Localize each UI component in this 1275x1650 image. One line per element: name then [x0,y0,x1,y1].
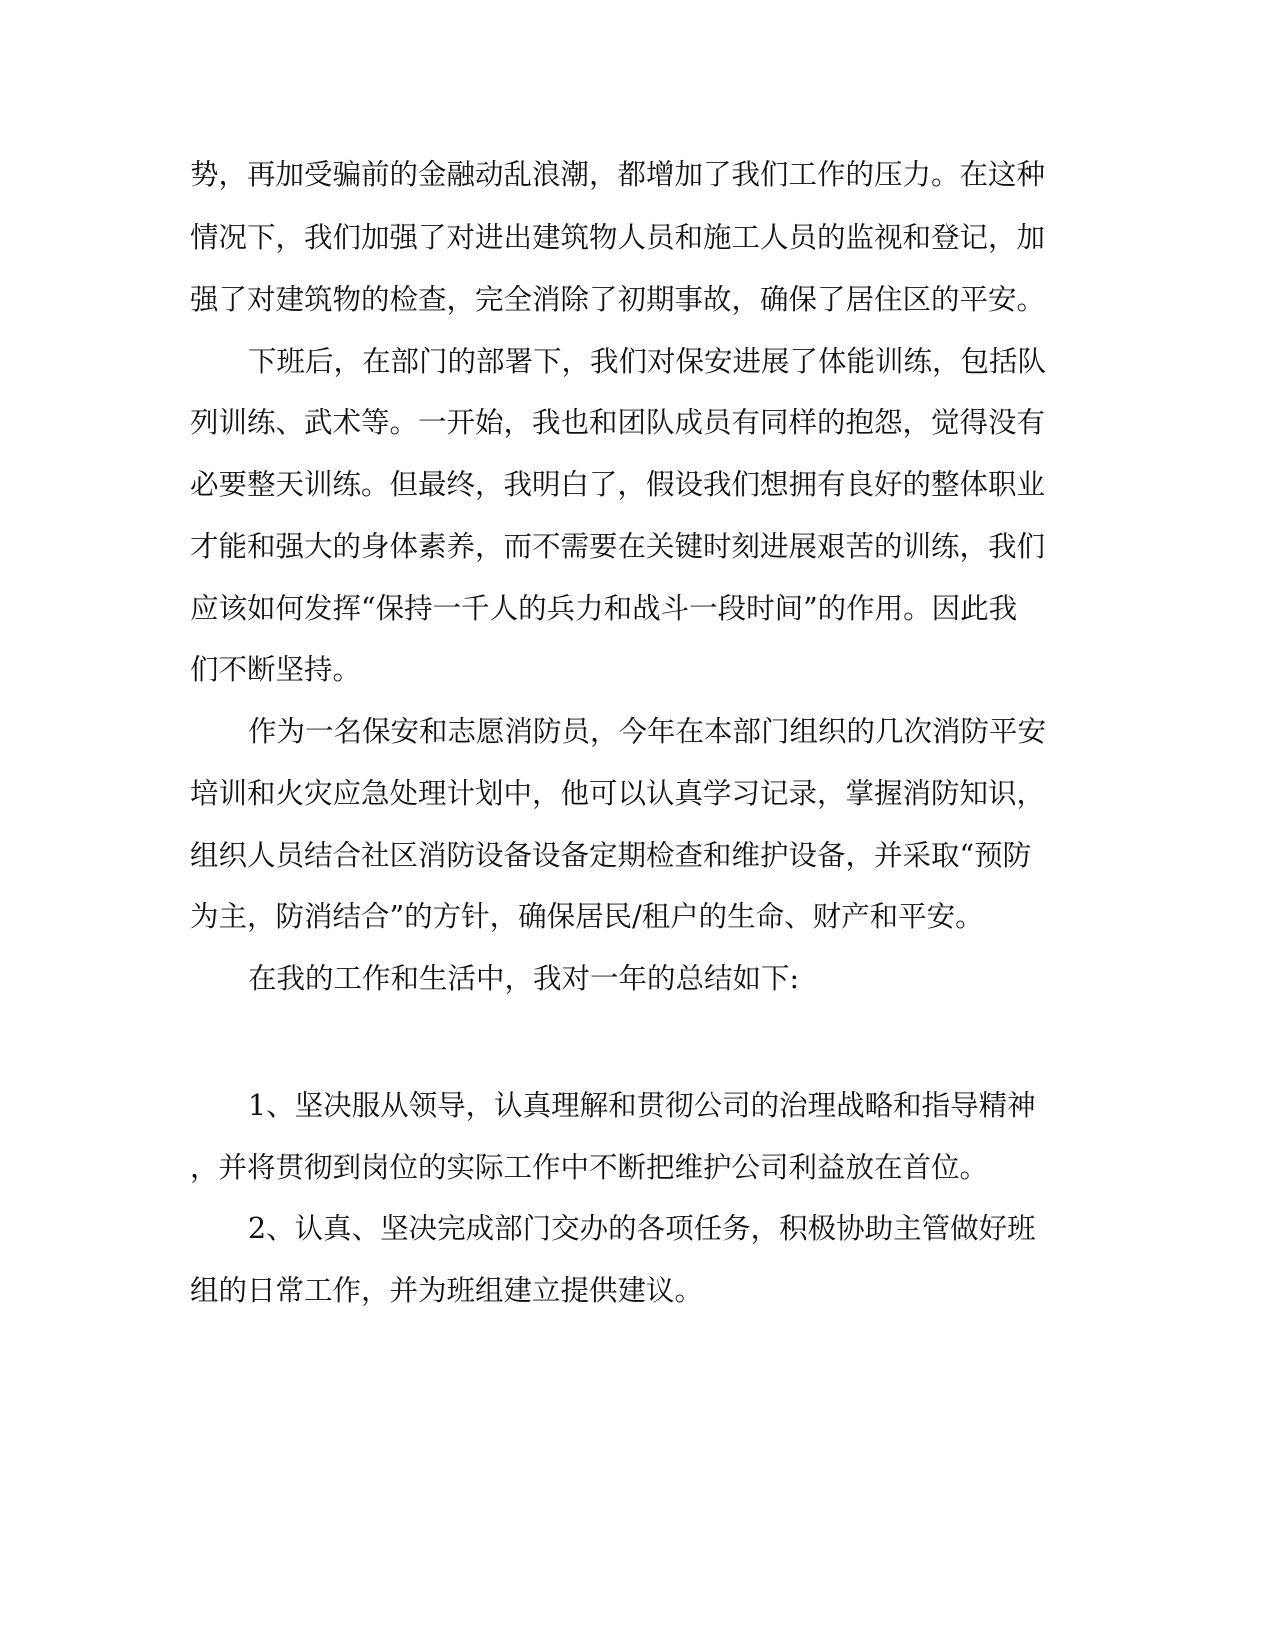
text-line: 们不断坚持。 [190,653,362,686]
text-line: 组织人员结合社区消防设备设备定期检查和维护设备，并采取“预防 [190,839,1032,872]
list-item-line: 1、坚决服从领导，认真理解和贯彻公司的治理战略和指导精神 [248,1089,1036,1122]
text-line: 情况下，我们加强了对进出建筑物人员和施工人员的监视和登记，加 [190,221,1046,254]
text-line: 下班后，在部门的部署下，我们对保安进展了体能训练，包括队 [248,345,1047,378]
list-item-line: ，并将贯彻到岗位的实际工作中不断把维护公司利益放在首位。 [190,1151,989,1184]
text-line: 才能和强大的身体素养，而不需要在关键时刻进展艰苦的训练，我们 [190,530,1046,563]
text-line: 作为一名保安和志愿消防员，今年在本部门组织的几次消防平安 [248,715,1047,748]
text-line: 列训练、武术等。一开始，我也和团队成员有同样的抱怨，觉得没有 [190,406,1046,439]
list-item-line: 2、认真、坚决完成部门交办的各项任务，积极协助主管做好班 [248,1212,1036,1245]
text-line: 必要整天训练。但最终，我明白了，假设我们想拥有良好的整体职业 [190,468,1046,501]
text-line: 培训和火灾应急处理计划中，他可以认真学习记录，掌握消防知识， [190,777,1046,810]
text-line: 在我的工作和生活中，我对一年的总结如下: [248,962,800,995]
text-line: 应该如何发挥“保持一千人的兵力和战斗一段时间”的作用。因此我 [190,592,1018,625]
list-item-line: 组的日常工作，并为班组建立提供建议。 [190,1274,704,1307]
text-line: 强了对建筑物的检查，完全消除了初期事故，确保了居住区的平安。 [190,283,1046,316]
text-line: 势，再加受骗前的金融动乱浪潮，都增加了我们工作的压力。在这种 [190,158,1046,191]
text-line: 为主，防消结合”的方针，确保居民/租户的生命、财产和平安。 [190,900,984,933]
